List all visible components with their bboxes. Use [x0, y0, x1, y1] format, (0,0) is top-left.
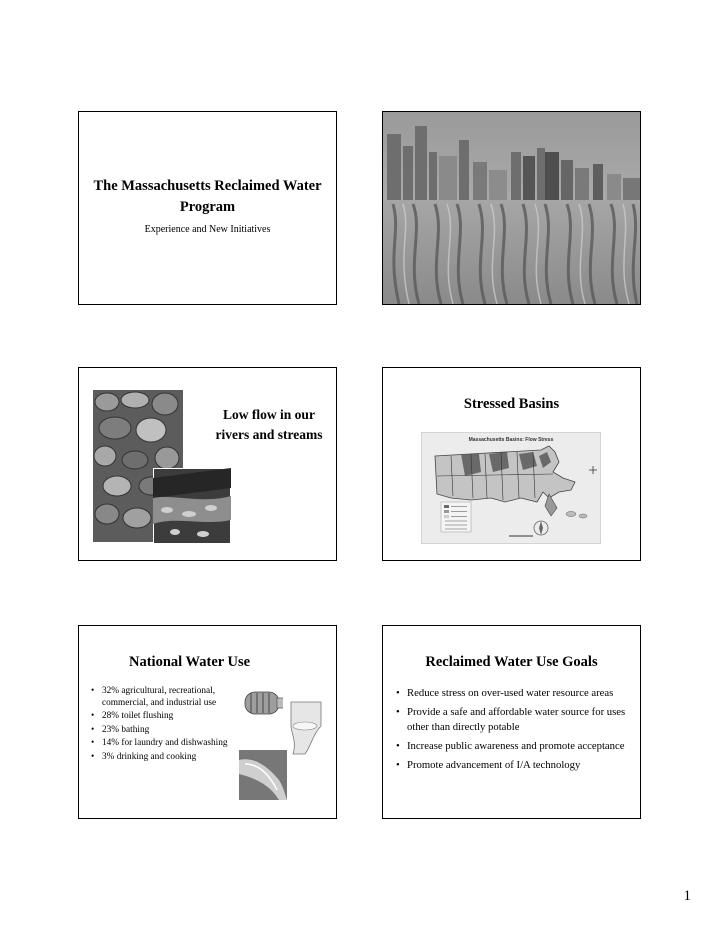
skyline-desert-photo	[383, 112, 640, 304]
stressed-basins-title: Stressed Basins	[463, 396, 560, 412]
list-item: • Provide a safe and affordable water source for uses other than directly potable	[396, 705, 632, 735]
national-water-use-title: National Water Use	[129, 654, 251, 670]
slide-skyline-desert	[382, 111, 641, 305]
massachusetts-basin-map	[421, 432, 601, 544]
slide-title	[78, 111, 337, 305]
reclaimed-goals-list	[396, 686, 632, 777]
slide-national-water-use	[78, 625, 337, 819]
list-item: • 32% agricultural, recreational, commercial, and industrial use	[91, 686, 241, 709]
reclaimed-goals-title: Reclaimed Water Use Goals	[425, 654, 598, 670]
list-item: • 28% toilet flushing	[91, 711, 241, 723]
slide-reclaimed-goals	[382, 625, 641, 819]
presentation-subtitle: Experience and New Initiatives	[144, 224, 271, 235]
dry-river-photo	[153, 468, 231, 544]
list-item: • 23% bathing	[91, 725, 241, 737]
presentation-title: The Massachusetts Reclaimed Water Program	[93, 178, 322, 215]
slide-low-flow	[78, 367, 337, 561]
slide-stressed-basins	[382, 367, 641, 561]
national-water-use-list	[91, 686, 241, 765]
list-item: • 3% drinking and cooking	[91, 752, 241, 764]
list-item: • Promote advancement of I/A technology	[396, 758, 632, 773]
list-item: • Reduce stress on over-used water resource areas	[396, 686, 632, 701]
map-title: Massachusetts Basins: Flow Stress	[468, 437, 554, 443]
list-item: • 14% for laundry and dishwashing	[91, 738, 241, 750]
low-flow-heading: Low flow in our rivers and streams	[215, 407, 323, 442]
toilet-photo	[283, 696, 323, 756]
pouring-water-photo	[239, 750, 287, 800]
page-number: 1	[683, 888, 691, 904]
list-item: • Increase public awareness and promote acceptance	[396, 739, 632, 754]
